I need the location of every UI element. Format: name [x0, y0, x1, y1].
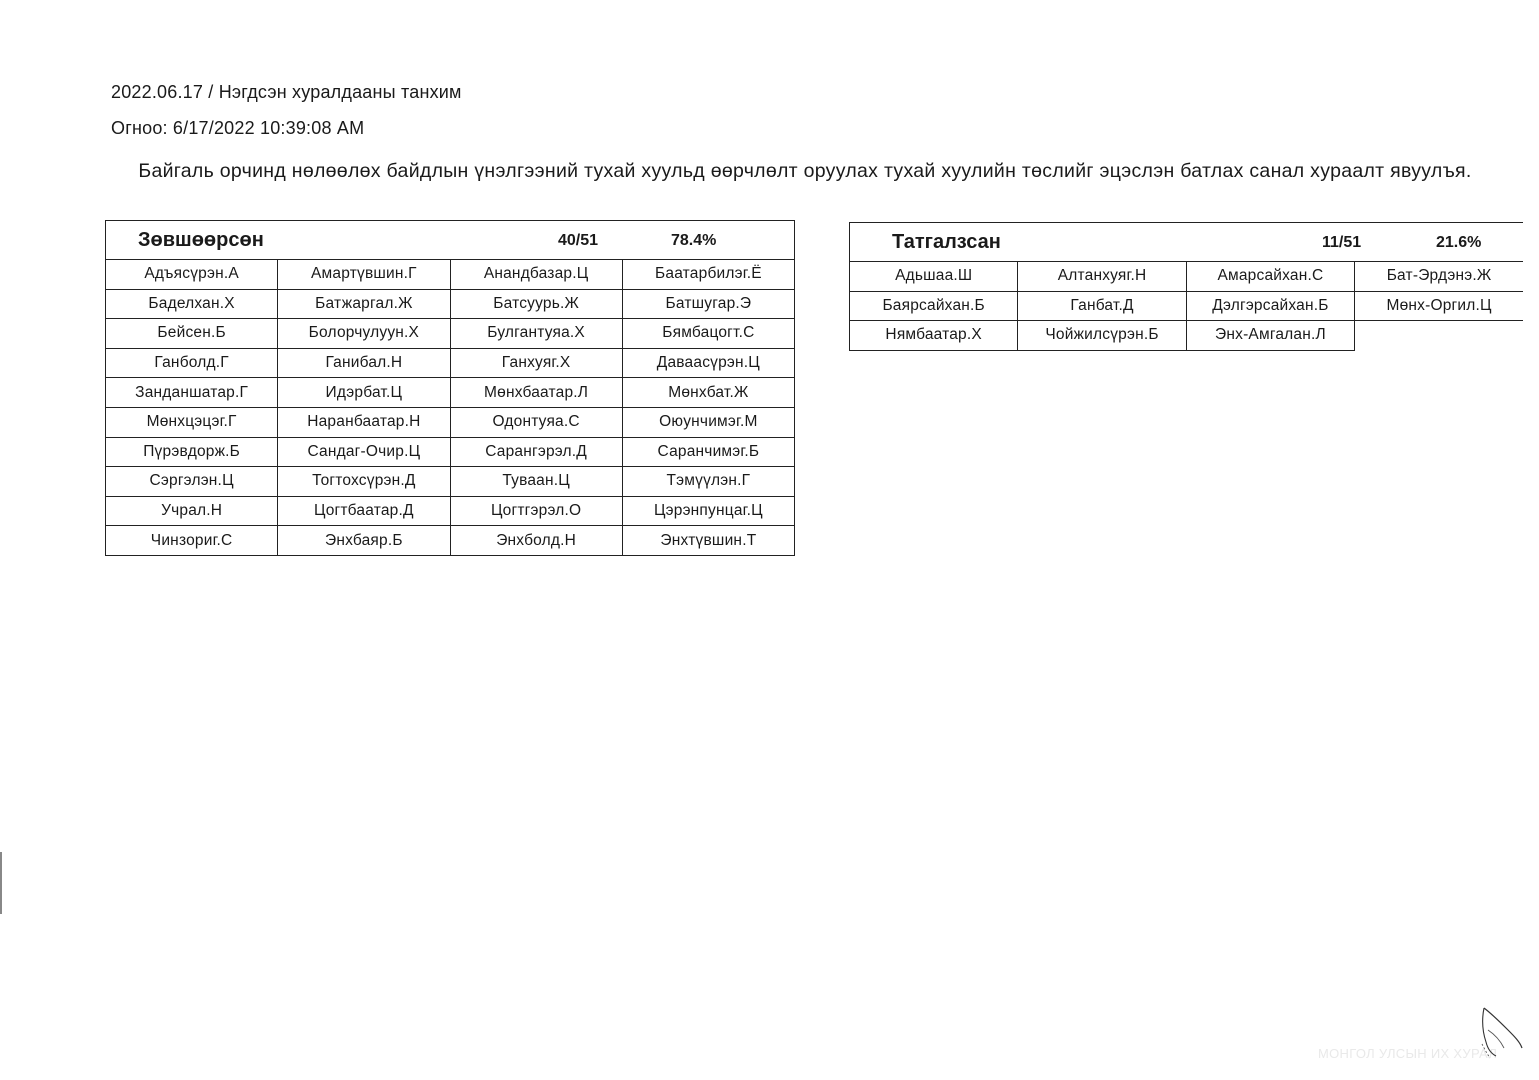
approve-header — [105, 220, 795, 259]
name-cell: Адъясүрэн.А — [106, 260, 278, 290]
session-line: 2022.06.17 / Нэгдсэн хуралдааны танхим — [111, 82, 462, 102]
name-cell: Одонтуяа.С — [450, 407, 622, 437]
name-cell: Баярсайхан.Б — [850, 291, 1018, 321]
name-cell: Батжаргал.Ж — [278, 289, 450, 319]
name-cell: Амартүвшин.Г — [278, 260, 450, 290]
table-row — [850, 262, 1524, 292]
name-cell: Батшугар.Э — [622, 289, 794, 319]
approve-count: 40/51 — [558, 232, 599, 249]
name-cell: Энх-Амгалан.Л — [1186, 321, 1354, 351]
name-cell: Энхбаяр.Б — [278, 526, 450, 556]
name-cell: Мөнхбаатар.Л — [450, 378, 622, 408]
name-cell: Ганибал.Н — [278, 348, 450, 378]
name-cell: Сарангэрэл.Д — [450, 437, 622, 467]
name-cell: Энхтүвшин.Т — [622, 526, 794, 556]
name-cell: Баделхан.Х — [106, 289, 278, 319]
name-cell: Бат-Эрдэнэ.Ж — [1355, 262, 1523, 292]
name-cell: Баатарбилэг.Ё — [622, 260, 794, 290]
name-cell: Сандаг-Очир.Ц — [278, 437, 450, 467]
reject-names-table — [849, 261, 1523, 351]
name-cell: Алтанхуяг.Н — [1018, 262, 1186, 292]
name-cell: Туваан.Ц — [450, 467, 622, 497]
reject-block — [849, 222, 1523, 351]
name-cell: Бейсен.Б — [106, 319, 278, 349]
name-cell: Цэрэнпунцаг.Ц — [622, 496, 794, 526]
date-line: Огноо: 6/17/2022 10:39:08 AM — [111, 118, 365, 138]
name-cell: Ганбат.Д — [1018, 291, 1186, 321]
name-cell: Чинзориг.С — [106, 526, 278, 556]
name-cell: Мөнхбат.Ж — [622, 378, 794, 408]
reject-percent: 21.6% — [1436, 234, 1482, 251]
table-row — [850, 321, 1524, 351]
name-cell: Адьшаа.Ш — [850, 262, 1018, 292]
name-cell: Цогтбаатар.Д — [278, 496, 450, 526]
name-cell: Даваасүрэн.Ц — [622, 348, 794, 378]
name-cell: Наранбаатар.Н — [278, 407, 450, 437]
name-cell: Мөнх-Оргил.Ц — [1355, 291, 1523, 321]
document-title: Байгаль орчинд нөлөөлөх байдлын үнэлгээний тухай хуульд өөрчлөлт оруулах тухай хуулийн төслийг эцэслэн батлах санал хураалт явуулъя. — [138, 160, 1472, 182]
name-cell: Болорчулуун.Х — [278, 319, 450, 349]
name-cell: Сэргэлэн.Ц — [106, 467, 278, 497]
signature-mark — [1478, 1000, 1524, 1060]
table-row — [106, 437, 795, 467]
table-row — [106, 348, 795, 378]
name-cell: Булгантуяа.Х — [450, 319, 622, 349]
table-row — [106, 260, 795, 290]
name-cell: Тэмүүлэн.Г — [622, 467, 794, 497]
approve-label: Зөвшөөрсөн — [138, 229, 264, 251]
name-cell: Анандбазар.Ц — [450, 260, 622, 290]
name-cell: Дэлгэрсайхан.Б — [1186, 291, 1354, 321]
name-cell: Мөнхцэцэг.Г — [106, 407, 278, 437]
table-row — [850, 291, 1524, 321]
table-row — [106, 378, 795, 408]
approve-block — [105, 220, 795, 556]
reject-count: 11/51 — [1322, 234, 1362, 251]
name-cell: Тогтохсүрэн.Д — [278, 467, 450, 497]
name-cell: Идэрбат.Ц — [278, 378, 450, 408]
approve-percent: 78.4% — [671, 232, 717, 249]
table-row — [106, 496, 795, 526]
name-cell: Энхболд.Н — [450, 526, 622, 556]
name-cell: Саранчимэг.Б — [622, 437, 794, 467]
name-cell: Оюунчимэг.М — [622, 407, 794, 437]
empty-cell — [1355, 321, 1523, 351]
table-row — [106, 407, 795, 437]
name-cell: Цогтгэрэл.О — [450, 496, 622, 526]
name-cell: Занданшатар.Г — [106, 378, 278, 408]
name-cell: Ганболд.Г — [106, 348, 278, 378]
name-cell: Бямбацогт.С — [622, 319, 794, 349]
table-row — [106, 467, 795, 497]
name-cell: Амарсайхан.С — [1186, 262, 1354, 292]
name-cell: Батсуурь.Ж — [450, 289, 622, 319]
watermark: МОНГОЛ УЛСЫН ИХ ХУРАЛ — [1318, 1046, 1498, 1061]
approve-names-table — [105, 259, 795, 556]
table-row — [106, 319, 795, 349]
name-cell: Пүрэвдорж.Б — [106, 437, 278, 467]
reject-header — [849, 222, 1523, 261]
name-cell: Ганхуяг.Х — [450, 348, 622, 378]
table-row — [106, 289, 795, 319]
name-cell: Чойжилсүрэн.Б — [1018, 321, 1186, 351]
scan-edge-mark — [0, 852, 2, 914]
reject-label: Татгалзсан — [892, 231, 1001, 253]
name-cell: Учрал.Н — [106, 496, 278, 526]
name-cell: Нямбаатар.Х — [850, 321, 1018, 351]
table-row — [106, 526, 795, 556]
